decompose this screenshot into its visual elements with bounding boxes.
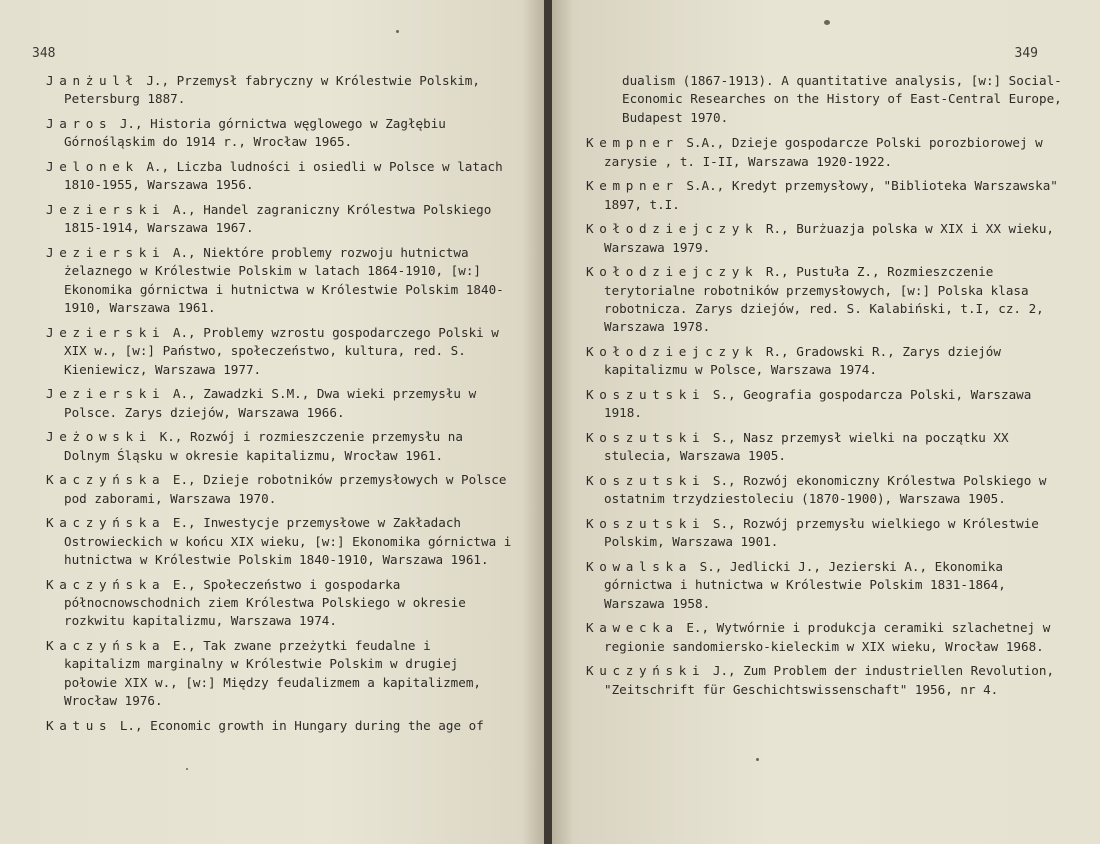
entry-text: A., Niektóre problemy rozwoju hutnictwa żelaznego w Królestwie Polskim w latach 1864-1910, [w:] Ekonomika górnictwa i hutnictwa w Królestwie Polskim 1840-1910, Warszawa 1961. <box>64 245 504 316</box>
bibliography-entry <box>46 158 512 195</box>
bibliography-entry <box>46 576 512 631</box>
entry-text: J., Historia górnictwa węglowego w Zagłębiu Górnośląskim do 1914 r., Wrocław 1965. <box>64 116 446 150</box>
entry-text: E., Społeczeństwo i gospodarka północnowschodnich ziem Królestwa Polskiego w okresie rozkwitu kapitalizmu, Warszawa 1974. <box>64 576 466 629</box>
paper-speck <box>186 768 188 770</box>
entry-text: S., Rozwój ekonomiczny Królestwa Polskiego w ostatnim trzydziestoleciu (1870-1900), Warszawa 1905. <box>604 473 1047 507</box>
left-page <box>0 0 544 844</box>
entry-author: Jezierski <box>46 386 166 402</box>
entry-text: E., Wytwórnie i produkcja ceramiki szlachetnej w regionie sandomiersko-kieleckim w XIX wieku, Wrocław 1968. <box>604 620 1051 654</box>
bibliography-entry <box>46 244 512 318</box>
book-gutter <box>544 0 552 844</box>
right-page <box>552 0 1100 844</box>
entry-author: Kuczyński <box>586 663 706 679</box>
entry-text: S., Geografia gospodarcza Polski, Warszawa 1918. <box>604 387 1032 421</box>
entry-author: Janżulł <box>46 73 139 88</box>
bibliography-entry <box>586 386 1070 423</box>
entry-author: Jelonek <box>46 159 139 174</box>
bibliography-entry-continuation: dualism (1867-1913). A quantitative analysis, [w:] Social-Economic Researches on the History of East-Central Europe, Budapest 1970. <box>622 73 1062 125</box>
paper-speck <box>756 758 759 761</box>
entry-text: J., Zum Problem der industriellen Revolution, "Zeitschrift für Geschichtswissenschaft" 1956, nr 4. <box>604 663 1055 697</box>
paper-speck <box>396 30 399 33</box>
entry-author: Kołodziejczyk <box>586 264 759 280</box>
bibliography-entry <box>586 558 1070 613</box>
entry-author: Koszutski <box>586 516 706 532</box>
bibliography-entry <box>46 637 512 711</box>
bibliography-list <box>586 72 1070 705</box>
entry-text: S., Jedlicki J., Jezierski A., Ekonomika górnictwa i hutnictwa w Królestwie Polskim 1831-1864, Warszawa 1958. <box>604 559 1006 611</box>
bibliography-entry <box>586 429 1070 466</box>
entry-author: Katus <box>46 717 113 733</box>
entry-text: A., Liczba ludności i osiedli w Polsce w latach 1810-1955, Warszawa 1956. <box>64 159 503 193</box>
bibliography-entry <box>586 263 1070 337</box>
entry-author: Koszutski <box>586 430 706 446</box>
entry-text: A., Zawadzki S.M., Dwa wieki przemysłu w Polsce. Zarys dziejów, Warszawa 1966. <box>64 386 477 420</box>
bibliography-entry <box>586 472 1070 509</box>
bibliography-list <box>46 72 512 741</box>
bibliography-entry <box>46 385 512 422</box>
bibliography-entry <box>46 428 512 465</box>
entry-author: Kaczyńska <box>46 576 166 592</box>
entry-author: Kawecka <box>586 620 679 636</box>
entry-author: Kaczyńska <box>46 515 166 531</box>
bibliography-entry <box>46 201 512 238</box>
entry-text: E., Dzieje robotników przemysłowych w Polsce pod zaborami, Warszawa 1970. <box>64 472 507 506</box>
bibliography-entry <box>46 717 512 735</box>
entry-text: S., Rozwój przemysłu wielkiego w Królestwie Polskim, Warszawa 1901. <box>604 516 1039 550</box>
entry-author: Kaczyńska <box>46 472 166 488</box>
entry-author: Jezierski <box>46 245 166 260</box>
bibliography-entry <box>586 662 1070 699</box>
entry-author: Kaczyńska <box>46 638 166 654</box>
bibliography-entry <box>586 134 1070 171</box>
entry-text: A., Problemy wzrostu gospodarczego Polski w XIX w., [w:] Państwo, społeczeństwo, kultura, red. S. Kieniewicz, Warszawa 1977. <box>64 324 499 377</box>
entry-text: L., Economic growth in Hungary during the age of <box>112 717 484 733</box>
bibliography-entry <box>46 514 512 569</box>
page-number: 349 <box>1014 46 1038 61</box>
bibliography-entry <box>586 220 1070 257</box>
entry-text: S.A., Dzieje gospodarcze Polski porozbiorowej w zarysie , t. I-II, Warszawa 1920-1922. <box>604 135 1043 169</box>
entry-text: S.A., Kredyt przemysłowy, "Biblioteka Warszawska" 1897, t.I. <box>604 178 1058 212</box>
entry-text: E., Inwestycje przemysłowe w Zakładach Ostrowieckich w końcu XIX wieku, [w:] Ekonomika górnictwa i hutnictwa w Królestwie Polskim 1840-1910, Warszawa 1961. <box>64 515 512 568</box>
entry-text: R., Burżuazja polska w XIX i XX wieku, Warszawa 1979. <box>604 221 1054 255</box>
bibliography-entry <box>586 619 1070 656</box>
entry-author: Kołodziejczyk <box>586 221 759 237</box>
entry-author: Kempner <box>586 178 679 194</box>
entry-author: Koszutski <box>586 473 706 489</box>
entry-text: A., Handel zagraniczny Królestwa Polskiego 1815-1914, Warszawa 1967. <box>64 202 492 236</box>
entry-author: Jeżowski <box>46 429 153 445</box>
entry-author: Koszutski <box>586 387 706 403</box>
bibliography-entry <box>46 115 512 152</box>
entry-author: Jezierski <box>46 324 166 340</box>
entry-text: K., Rozwój i rozmieszczenie przemysłu na Dolnym Śląsku w okresie kapitalizmu, Wrocław 1961. <box>64 429 463 463</box>
entry-text: R., Pustuła Z., Rozmieszczenie terytorialne robotników przemysłowych, [w:] Polska klasa robotnicza. Zarys dziejów, red. S. Kalabiński, t.I, cz. 2, Warszawa 1978. <box>604 264 1044 335</box>
entry-author: Kowalska <box>586 559 693 575</box>
paper-speck <box>824 20 830 25</box>
entry-author: Jezierski <box>46 202 166 217</box>
bibliography-entry <box>46 324 512 379</box>
entry-text: S., Nasz przemysł wielki na początku XX stulecia, Warszawa 1905. <box>604 430 1009 464</box>
entry-text: R., Gradowski R., Zarys dziejów kapitalizmu w Polsce, Warszawa 1974. <box>604 344 1001 378</box>
entry-text: E., Tak zwane przeżytki feudalne i kapitalizm marginalny w Królestwie Polskim w drugiej połowie XIX w., [w:] Między feudalizmem a kapitalizmem, Wrocław 1976. <box>64 638 482 709</box>
page-number: 348 <box>32 46 56 61</box>
bibliography-entry <box>586 515 1070 552</box>
bibliography-entry <box>46 471 512 508</box>
entry-text: J., Przemysł fabryczny w Królestwie Polskim, Petersburg 1887. <box>64 73 480 107</box>
bibliography-entry <box>586 343 1070 380</box>
entry-author: Kempner <box>586 135 679 151</box>
bibliography-entry <box>586 177 1070 214</box>
bibliography-entry <box>46 72 512 109</box>
entry-author: Jaros <box>46 116 113 131</box>
entry-author: Kołodziejczyk <box>586 344 759 360</box>
